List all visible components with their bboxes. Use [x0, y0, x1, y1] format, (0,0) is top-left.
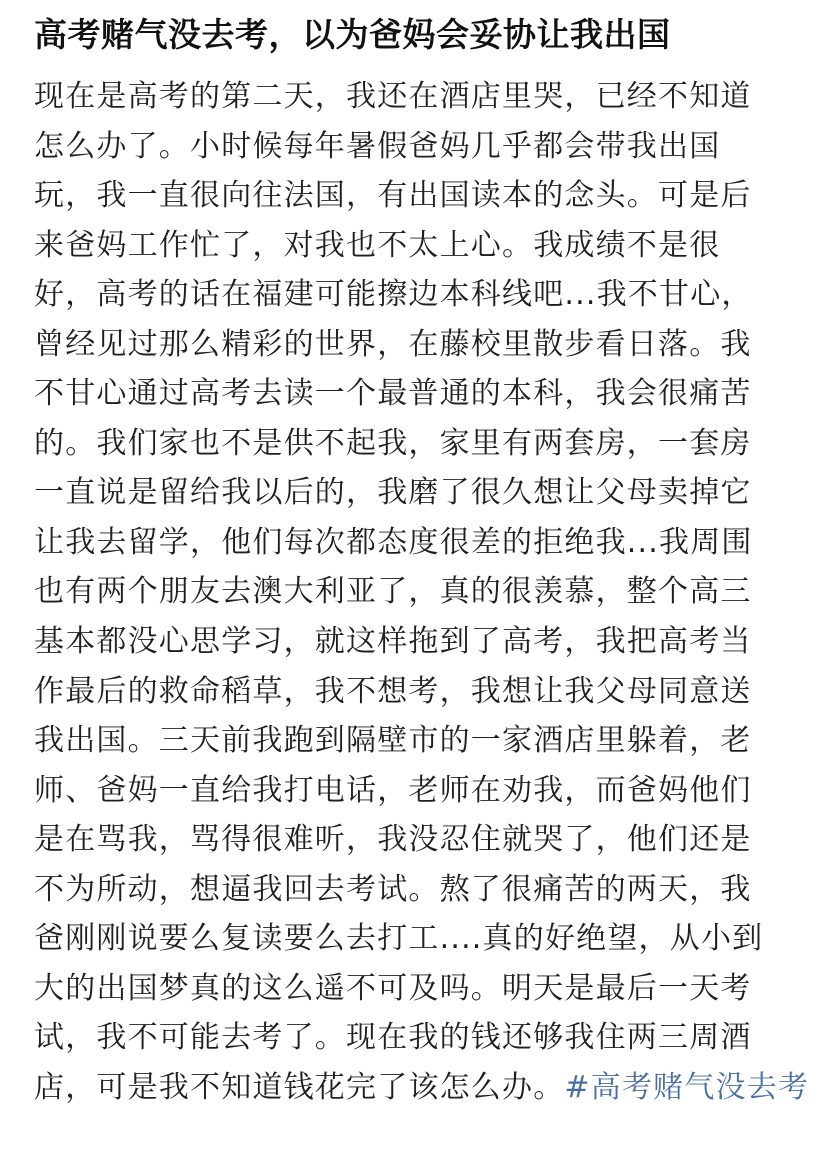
body-line-8: 的。我们家也不是供不起我，家里有两套房，一套房 — [34, 425, 752, 461]
body-line-9: 一直说是留给我以后的，我磨了很久想让父母卖掉它 — [34, 475, 752, 511]
body-line-4: 来爸妈工作忙了，对我也不太上心。我成绩不是很 — [34, 227, 721, 263]
body-line-13: 作最后的救命稻草，我不想考，我想让我父母同意送 — [34, 673, 752, 709]
body-line-1: 现在是高考的第二天，我还在酒店里哭，已经不知道 — [34, 79, 752, 114]
body-line-10: 让我去留学，他们每次都态度很差的拒绝我...我周围 — [34, 524, 753, 560]
body-line-19: 大的出国梦真的这么遥不可及吗。明天是最后一天考 — [34, 970, 752, 1006]
body-line-18: 爸刚刚说要么复读要么去打工....真的好绝望，从小到 — [34, 921, 764, 957]
body-line-14: 我出国。三天前我跑到隔壁市的一家酒店里躲着，老 — [34, 723, 752, 759]
body-line-21 — [34, 1063, 810, 1113]
body-line-7: 不甘心通过高考去读一个最普通的本科，我会很痛苦 — [34, 376, 752, 412]
last-line-text: 店，可是我不知道钱花完了该怎么办。 — [34, 1069, 565, 1105]
body-line-2: 怎么办了。小时候每年暑假爸妈几乎都会带我出国 — [34, 128, 721, 164]
post-body — [34, 72, 810, 1112]
body-line-12: 基本都没心思学习，就这样拖到了高考，我把高考当 — [34, 624, 752, 660]
body-line-17: 不为所动，想逼我回去考试。熬了很痛苦的两天，我 — [34, 871, 752, 907]
body-line-16: 是在骂我，骂得很难听，我没忍住就哭了，他们还是 — [34, 822, 752, 858]
body-line-3: 玩，我一直很向往法国，有出国读本的念头。可是后 — [34, 178, 752, 214]
body-line-15: 师、爸妈一直给我打电话，老师在劝我，而爸妈他们 — [34, 772, 752, 808]
body-line-20: 试，我不可能去考了。现在我的钱还够我住两三周酒 — [34, 1020, 752, 1056]
post-title: 高考赌气没去考，以为爸妈会妥协让我出国 — [34, 15, 671, 54]
body-line-5: 好，高考的话在福建可能擦边本科线吧...我不甘心， — [34, 277, 753, 313]
body-line-11: 也有两个朋友去澳大利亚了，真的很羡慕，整个高三 — [34, 574, 752, 610]
body-line-6: 曾经见过那么精彩的世界，在藤校里散步看日落。我 — [34, 326, 752, 362]
hashtag-link[interactable]: #高考赌气没去考 — [564, 1069, 810, 1105]
